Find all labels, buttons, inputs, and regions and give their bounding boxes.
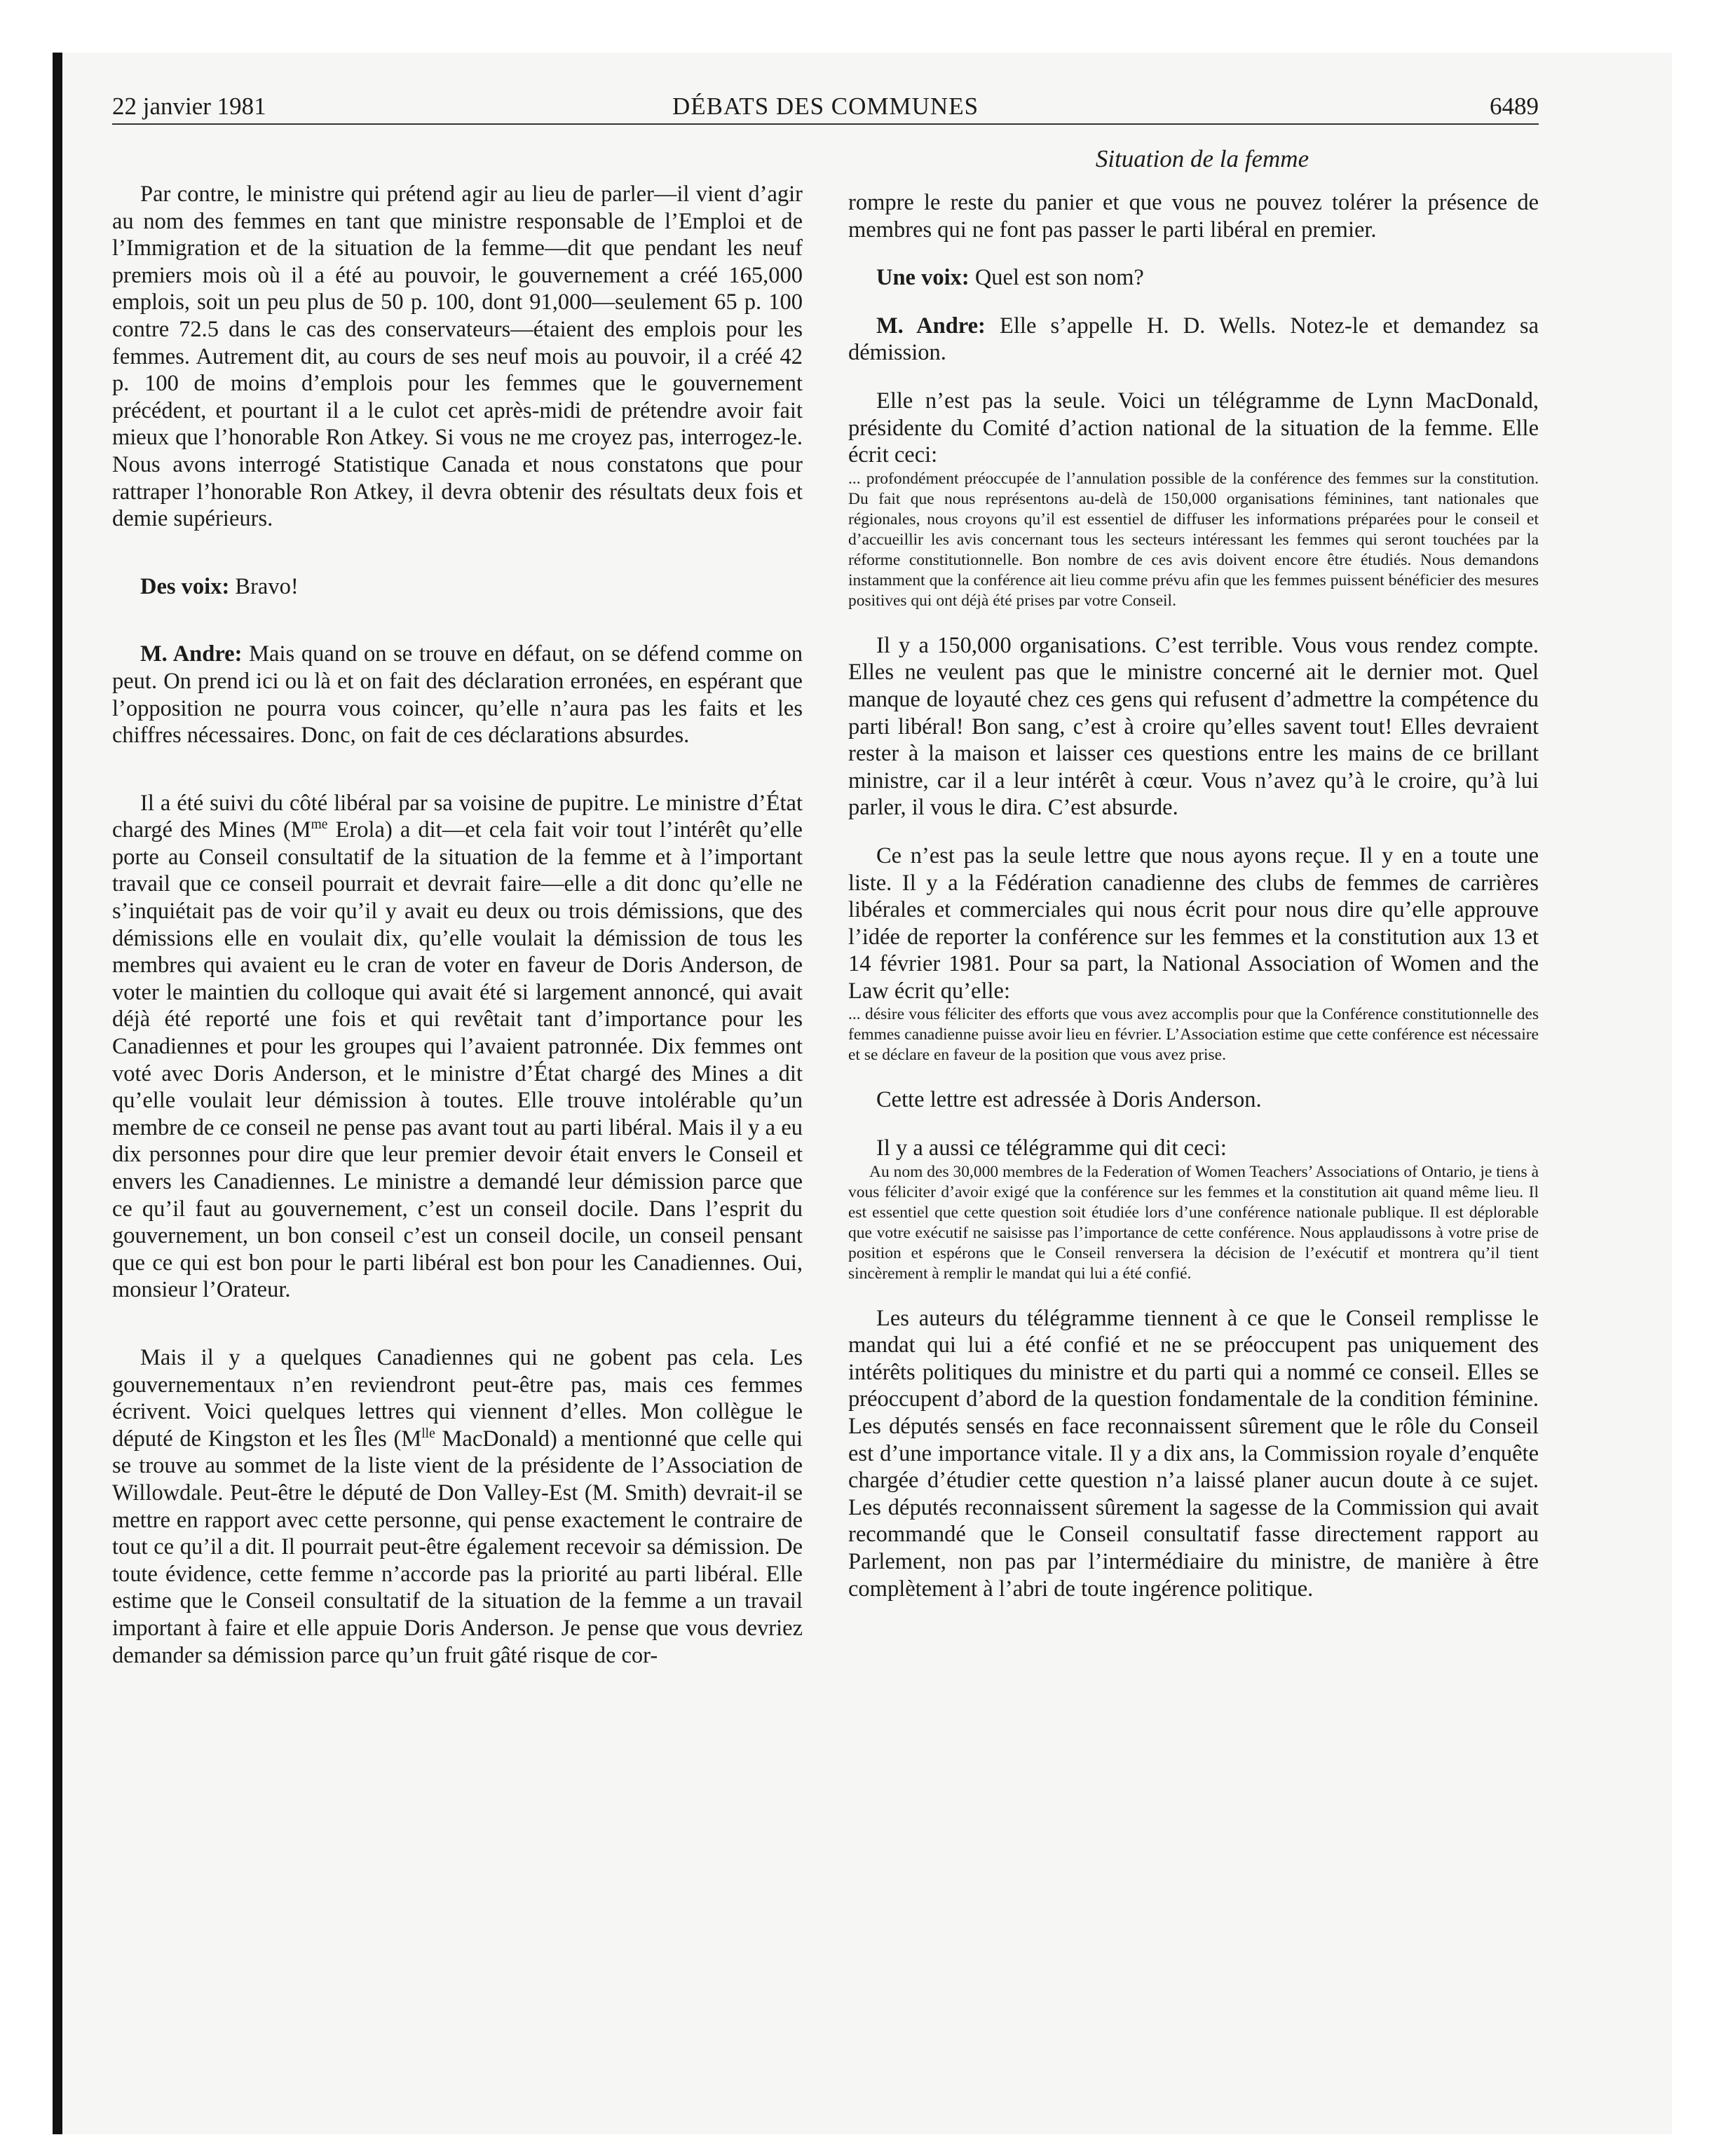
speaker-name: Des voix: — [140, 573, 230, 599]
speech-text: Elle s’appelle H. D. Wells. Notez-le et demandez sa démission. — [848, 313, 1539, 366]
header-title: DÉBATS DES COMMUNES — [672, 93, 979, 120]
block-quote: Au nom des 30,000 membres de la Federation of Women Teachers’ Associations of Ontario, je tiens à vous féliciter d’avoir exigé que la conférence sur les femmes et la constitution ait quand même lieu. Il est essentiel que cette question soit étudiée lors d’une conférence nationale publique. Il est déplorable que votre exécutif ne saisisse pas l’importance de cette conférence. Nous applaudissons à votre prise de position et espérons que le Conseil renversera la décision de l’exécutif et montrera qu’il tient sincèrement à remplir le mandat qui lui a été confié. — [848, 1162, 1539, 1283]
paragraph: Elle n’est pas la seule. Voici un télégramme de Lynn MacDonald, présidente du Comité d’action national de la situation de la femme. Elle écrit ceci: — [848, 388, 1539, 468]
speaker-paragraph — [848, 264, 1539, 292]
paragraph: Il y a aussi ce télégramme qui dit ceci: — [876, 1135, 1227, 1161]
text-run: Erola) a dit—et cela fait voir tout l’intérêt qu’elle porte au Conseil consultatif de la situation de la femme et à l’important travail que ce conseil pourrait et devrait faire—elle a dit donc qu’elle ne s’inquiétait pas de voir qu’il y avait eu deux ou trois démissions, que des démissions elle en voulait dix, qu’elle voulait la démission de tous les membres qui avaient eu le cran de voter en faveur de Doris Anderson, de voter le maintien du colloque qui avait été si largement annoncé, qui avait déjà été reporté une fois et qui revêtait tant d’importance pour les Canadiennes et pour les groupes qui l’avaient patronnée. Dix femmes ont voté avec Doris Anderson, et le ministre d’État chargé des Mines a dit qu’elle voulait leur démission à toutes. Elle trouve intolérable qu’un membre de ce conseil ne pense pas avant tout au parti libéral. Mais il y a eu dix personnes pour dire que leur premier devoir était envers le Conseil et envers les Canadiennes. Le ministre a demandé leur démission parce que ce qu’il faut au gouvernement, c’est un conseil docile. Dans l’esprit du gouvernement, un bon conseil c’est un conseil docile, un conseil pensant que ce qui est bon pour le parti libéral est bon pour les Canadiennes. Oui, monsieur l’Orateur. — [112, 817, 803, 1303]
speech-text: Quel est son nom? — [969, 265, 1144, 291]
text-run: Il a été suivi du côté libéral par sa voisine de pupitre. Le ministre d’État chargé des Mines (M — [112, 790, 803, 843]
paragraph — [112, 790, 803, 1304]
binding-edge — [53, 53, 62, 2134]
header-date: 22 janvier 1981 — [112, 93, 266, 120]
running-head: Situation de la femme — [1095, 145, 1309, 172]
right-column — [848, 189, 1539, 1602]
paragraph: Ce n’est pas la seule lettre que nous ayons reçue. Il y en a toute une liste. Il y a la Fédération canadienne des clubs de femmes de carrières libérales et commerciales qui nous écrit pour nous dire qu’elle approuve l’idée de reporter la conférence sur les femmes et la constitution aux 13 et 14 février 1981. Pour sa part, la National Association of Women and the Law écrit qu’elle: — [848, 842, 1539, 1004]
paragraph: Par contre, le ministre qui prétend agir au lieu de parler—il vient d’agir au nom des femmes en tant que ministre responsable de l’Emploi et de l’Immigration et de la situation de la femme—dit que pendant les neuf premiers mois où il a été au pouvoir, le gouvernement a créé 165,000 emplois, soit un peu plus de 50 p. 100, dont 91,000—seulement 65 p. 100 contre 72.5 dans le cas des conservateurs—étaient des emplois pour les femmes. Autrement dit, au cours de ses neuf mois au pouvoir, il a créé 42 p. 100 de moins d’emplois pour les femmes que le gouvernement précédent, et pourtant il a le culot cet après-midi de prétendre avoir fait mieux que l’honorable Ron Atkey. Si vous ne me croyez pas, interrogez-le. Nous avons interrogé Statistique Canada et nous constatons que pour rattraper l’honorable Ron Atkey, il devra obtenir des résultats deux fois et demie supérieurs. — [112, 182, 803, 532]
speaker-name: M. Andre: — [140, 641, 243, 667]
paragraph: Il y a 150,000 organisations. C’est terrible. Vous vous rendez compte. Elles ne veulent pas que le ministre concerné ait le dernier mot. Quel manque de loyauté chez ces gens qui refusent d’admettre la compétence du parti libéral! Bon sang, c’est à croire qu’elles savent tout! Elles devraient rester à la maison et laisser ces questions entre les mains de ce brillant ministre, car il a leur intérêt à cœur. Vous n’avez qu’à le croire, qu’à lui parler, il vous le dira. C’est absurde. — [848, 632, 1539, 821]
superscript: me — [311, 817, 328, 833]
page-header — [112, 93, 1539, 125]
paragraph — [112, 1344, 803, 1669]
paragraph: Les auteurs du télégramme tiennent à ce que le Conseil remplisse le mandat qui lui a été confié et ne se préoccupent pas uniquement des intérêts politiques du ministre et du parti qui a nommé ce conseil. Elles se préoccupent d’abord de la question fondamentale de la condition féminine. Les députés sensés en face reconnaissent sûrement que le rôle du Conseil est d’une importance vitale. Il y a dix ans, la Commission royale d’enquête chargée d’étudier cette question n’a laissé planer aucun doute à ce sujet. Les députés reconnaissent sûrement la sagesse de la Commission qui avait recommandé que le Conseil consultatif fasse directement rapport au Parlement, non pas par l’intermédiaire du ministre, de manière à être complètement à l’abri de toute ingérence politique. — [848, 1305, 1539, 1602]
speaker-paragraph — [848, 313, 1539, 367]
paragraph: Cette lettre est adressée à Doris Anderson. — [876, 1087, 1262, 1113]
left-column — [112, 181, 803, 1669]
block-quote: ... profondément préoccupée de l’annulation possible de la conférence des femmes sur la constitution. Du fait que nous représentons au-delà de 150,000 organisations féminines, tant nationales que régionales, nous croyons qu’il est essentiel de diffuser les informations préparées pour le conseil et d’accueillir les avis concernant tous les secteurs intéressant les femmes qui seront touchées par la réforme constitutionnelle. Bon nombre de ces avis doivent encore être étudiés. Nous demandons instamment que la conférence ait lieu comme prévu afin que les femmes puissent bénéficier des mesures positives qui ont déjà été prises par votre Conseil. — [848, 469, 1539, 610]
block-quote: ... désire vous féliciter des efforts que vous avez accomplis pour que la Conférence constitutionnelle des femmes canadienne puisse avoir lieu en février. L’Association estime que cette conférence est nécessaire et se déclare en faveur de la position que vous avez prise. — [848, 1005, 1539, 1065]
page-number: 6489 — [1490, 93, 1539, 120]
speaker-paragraph — [112, 573, 803, 601]
superscript: lle — [421, 1426, 435, 1441]
speech-text: Bravo! — [229, 573, 299, 599]
speaker-paragraph — [112, 641, 803, 749]
paragraph: rompre le reste du panier et que vous ne pouvez tolérer la présence de membres qui ne font pas passer le parti libéral en premier. — [848, 190, 1539, 243]
speaker-name: M. Andre: — [876, 313, 986, 339]
text-run: Mais il y a quelques Canadiennes qui ne gobent pas cela. Les gouvernementaux n’en reviendront peut-être pas, mais ces femmes écrivent. Voici quelques lettres qui viennent d’elles. Mon collègue le député de Kingston et les Îles (M — [112, 1344, 803, 1452]
speaker-name: Une voix: — [876, 265, 969, 291]
speech-text: Mais quand on se trouve en défaut, on se défend comme on peut. On prend ici ou là et on fait des déclaration erronées, en espérant que l’opposition ne pourra vous coincer, qu’elle n’aura pas les faits et les chiffres nécessaires. Donc, on fait de ces déclarations absurdes. — [112, 641, 803, 749]
text-run: MacDonald) a mentionné que celle qui se trouve au sommet de la liste vient de la présidente de l’Association de Willowdale. Peut-être le député de Don Valley-Est (M. Smith) devrait-il se mettre en rapport avec cette personne, qui pense exactement le contraire de tout ce qu’il a dit. Il pourrait peut-être également recevoir sa démission. De toute évidence, cette femme n’accorde pas la priorité au parti libéral. Elle estime que le Conseil consultatif de la situation de la femme a un travail important à faire et elle appuie Doris Anderson. Je pense que vous devriez demander sa démission parce qu’un fruit gâté risque de cor- — [112, 1426, 803, 1668]
